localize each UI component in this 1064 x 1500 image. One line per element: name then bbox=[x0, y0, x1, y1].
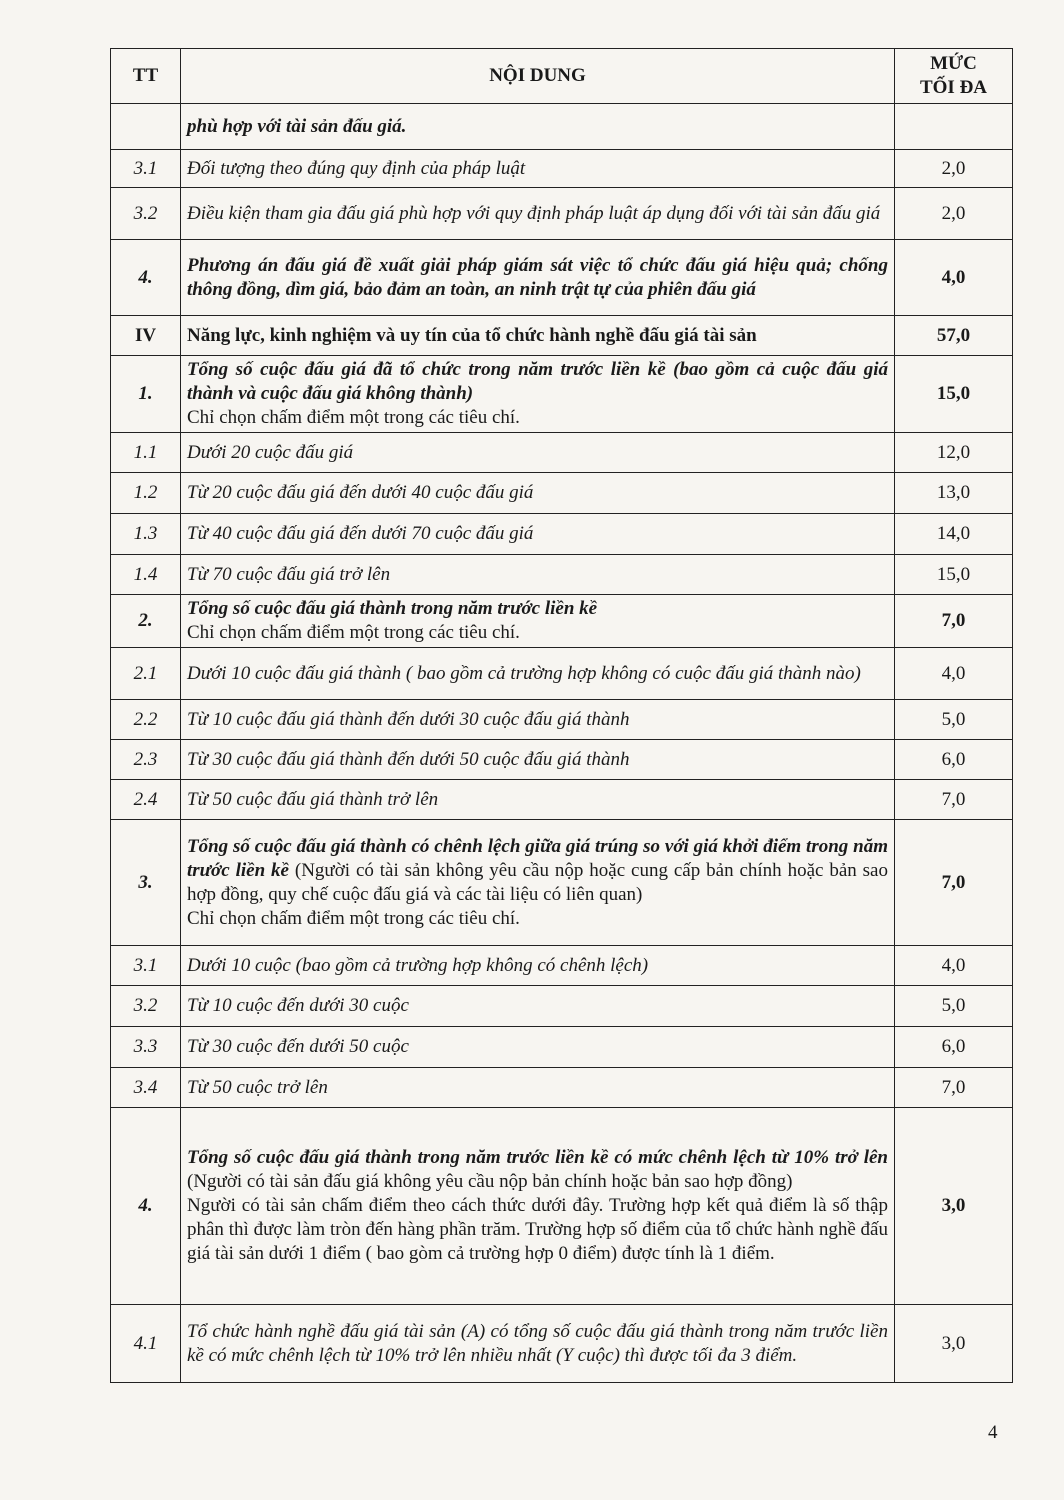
table-row bbox=[111, 740, 1013, 780]
row-content: Đối tượng theo đúng quy định của pháp luật bbox=[181, 150, 895, 188]
row-score: 2,0 bbox=[895, 188, 1013, 240]
row-tt: 4. bbox=[111, 240, 181, 316]
row-content: Từ 50 cuộc trở lên bbox=[181, 1068, 895, 1108]
row-score: 6,0 bbox=[895, 740, 1013, 780]
row-score: 6,0 bbox=[895, 1027, 1013, 1068]
row-tt: 2.3 bbox=[111, 740, 181, 780]
row-tt: 3.1 bbox=[111, 946, 181, 986]
table-row bbox=[111, 1305, 1013, 1383]
page-number: 4 bbox=[988, 1422, 998, 1443]
row-content: Dưới 20 cuộc đấu giá bbox=[181, 433, 895, 473]
row-content bbox=[181, 1108, 895, 1305]
table-row bbox=[111, 1027, 1013, 1068]
row-content-note: Chỉ chọn chấm điểm một trong các tiêu chí. bbox=[187, 622, 520, 643]
row-tt bbox=[111, 104, 181, 150]
table-row bbox=[111, 946, 1013, 986]
row-tt: 1.2 bbox=[111, 473, 181, 514]
row-content-title: Tổng số cuộc đấu giá đã tổ chức trong năm trước liền kề (bao gồm cả cuộc đấu giá thành và cuộc đấu giá không thành) bbox=[187, 359, 888, 404]
row-content bbox=[181, 820, 895, 946]
table-row bbox=[111, 356, 1013, 433]
table-row bbox=[111, 433, 1013, 473]
header-tt: TT bbox=[111, 49, 181, 104]
row-tt: 2.4 bbox=[111, 780, 181, 820]
row-tt: 3. bbox=[111, 820, 181, 946]
row-content: phù hợp với tài sản đấu giá. bbox=[181, 104, 895, 150]
row-score: 4,0 bbox=[895, 946, 1013, 986]
header-content: NỘI DUNG bbox=[181, 49, 895, 104]
table-row bbox=[111, 986, 1013, 1027]
row-content: Từ 50 cuộc đấu giá thành trở lên bbox=[181, 780, 895, 820]
row-score: 15,0 bbox=[895, 555, 1013, 595]
row-content-title: Tổng số cuộc đấu giá thành trong năm trước liền kề có mức chênh lệch từ 10% trở lên bbox=[187, 1147, 888, 1168]
table-row bbox=[111, 104, 1013, 150]
row-score: 4,0 bbox=[895, 648, 1013, 700]
row-content: Từ 20 cuộc đấu giá đến dưới 40 cuộc đấu giá bbox=[181, 473, 895, 514]
row-tt: 2. bbox=[111, 595, 181, 648]
row-content-detail: (Người có tài sản đấu giá không yêu cầu nộp bản chính hoặc bản sao hợp đồng) bbox=[187, 1171, 793, 1192]
row-score bbox=[895, 104, 1013, 150]
row-score: 5,0 bbox=[895, 700, 1013, 740]
row-score: 5,0 bbox=[895, 986, 1013, 1027]
row-score: 14,0 bbox=[895, 514, 1013, 555]
row-content: Dưới 10 cuộc (bao gồm cả trường hợp không có chênh lệch) bbox=[181, 946, 895, 986]
row-tt: IV bbox=[111, 316, 181, 356]
row-content: Từ 30 cuộc đấu giá thành đến dưới 50 cuộc đấu giá thành bbox=[181, 740, 895, 780]
row-tt: 3.1 bbox=[111, 150, 181, 188]
row-content-title: Tổng số cuộc đấu giá thành trong năm trước liền kề bbox=[187, 598, 598, 619]
row-tt: 1.4 bbox=[111, 555, 181, 595]
table-row bbox=[111, 1108, 1013, 1305]
row-content bbox=[181, 356, 895, 433]
row-content: Từ 10 cuộc đấu giá thành đến dưới 30 cuộc đấu giá thành bbox=[181, 700, 895, 740]
row-content-detail: (Người có tài sản không yêu cầu nộp hoặc cung cấp bản chính hoặc bản sao hợp đồng, quy chế cuộc đấu giá và các tài liệu có liên quan) bbox=[187, 859, 888, 905]
row-score: 7,0 bbox=[895, 595, 1013, 648]
row-score: 7,0 bbox=[895, 780, 1013, 820]
table-row bbox=[111, 595, 1013, 648]
table-row bbox=[111, 700, 1013, 740]
row-tt: 3.3 bbox=[111, 1027, 181, 1068]
row-tt: 1.3 bbox=[111, 514, 181, 555]
row-content: Điều kiện tham gia đấu giá phù hợp với quy định pháp luật áp dụng đối với tài sản đấu giá bbox=[181, 188, 895, 240]
row-score: 4,0 bbox=[895, 240, 1013, 316]
row-score: 3,0 bbox=[895, 1305, 1013, 1383]
header-max-score-line2: TỐI ĐA bbox=[919, 77, 988, 98]
row-content bbox=[181, 595, 895, 648]
row-tt: 1. bbox=[111, 356, 181, 433]
row-content: Từ 30 cuộc đến dưới 50 cuộc bbox=[181, 1027, 895, 1068]
row-tt: 4.1 bbox=[111, 1305, 181, 1383]
row-score: 57,0 bbox=[895, 316, 1013, 356]
table-row bbox=[111, 780, 1013, 820]
scoring-criteria-table bbox=[110, 48, 1013, 1383]
row-tt: 2.2 bbox=[111, 700, 181, 740]
row-score: 2,0 bbox=[895, 150, 1013, 188]
table-row bbox=[111, 1068, 1013, 1108]
table-row bbox=[111, 240, 1013, 316]
table-row bbox=[111, 648, 1013, 700]
header-max-score bbox=[895, 49, 1013, 104]
row-content: Dưới 10 cuộc đấu giá thành ( bao gồm cả trường hợp không có cuộc đấu giá thành nào) bbox=[181, 648, 895, 700]
row-tt: 3.2 bbox=[111, 188, 181, 240]
row-content: Tổ chức hành nghề đấu giá tài sản (A) có tổng số cuộc đấu giá thành trong năm trước liền kề có mức chênh lệch từ 10% trở lên nhiều nhất (Y cuộc) thì được tối đa 3 điểm. bbox=[181, 1305, 895, 1383]
row-score: 7,0 bbox=[895, 820, 1013, 946]
row-content: Từ 70 cuộc đấu giá trở lên bbox=[181, 555, 895, 595]
row-score: 3,0 bbox=[895, 1108, 1013, 1305]
criteria-table-container bbox=[110, 48, 1012, 1383]
table-row bbox=[111, 150, 1013, 188]
row-content-note: Chỉ chọn chấm điểm một trong các tiêu chí. bbox=[187, 907, 520, 929]
row-score: 15,0 bbox=[895, 356, 1013, 433]
header-max-score-line1: MỨC bbox=[930, 53, 977, 74]
table-row bbox=[111, 820, 1013, 946]
row-score: 12,0 bbox=[895, 433, 1013, 473]
row-content: Phương án đấu giá đề xuất giải pháp giám sát việc tổ chức đấu giá hiệu quả; chống thông đồng, dìm giá, bảo đảm an toàn, an ninh trật tự của phiên đấu giá bbox=[181, 240, 895, 316]
table-row bbox=[111, 188, 1013, 240]
row-content-title: Tổng số cuộc đấu giá thành có chênh lệch giữa giá trúng so với giá khởi điểm trong năm trước liền kề bbox=[187, 835, 888, 881]
row-content: Năng lực, kinh nghiệm và uy tín của tổ chức hành nghề đấu giá tài sản bbox=[181, 316, 895, 356]
row-tt: 2.1 bbox=[111, 648, 181, 700]
table-row bbox=[111, 473, 1013, 514]
row-tt: 3.2 bbox=[111, 986, 181, 1027]
table-row bbox=[111, 514, 1013, 555]
row-content-note: Người có tài sản chấm điểm theo cách thức dưới đây. Trường hợp kết quả điểm là số thập phân thì được làm tròn đến hàng phần trăm. Trường hợp số điểm của tổ chức hành nghề đấu giá tài sản dưới 1 điểm ( bao gòm cả trường hợp 0 điểm) được tính là 1 điểm. bbox=[187, 1195, 888, 1264]
row-tt: 1.1 bbox=[111, 433, 181, 473]
row-score: 13,0 bbox=[895, 473, 1013, 514]
row-score: 7,0 bbox=[895, 1068, 1013, 1108]
row-content: Từ 10 cuộc đến dưới 30 cuộc bbox=[181, 986, 895, 1027]
row-content: Từ 40 cuộc đấu giá đến dưới 70 cuộc đấu giá bbox=[181, 514, 895, 555]
table-header-row bbox=[111, 49, 1013, 104]
table-row bbox=[111, 555, 1013, 595]
row-tt: 4. bbox=[111, 1108, 181, 1305]
table-row bbox=[111, 316, 1013, 356]
row-tt: 3.4 bbox=[111, 1068, 181, 1108]
row-content-note: Chỉ chọn chấm điểm một trong các tiêu chí. bbox=[187, 407, 520, 428]
